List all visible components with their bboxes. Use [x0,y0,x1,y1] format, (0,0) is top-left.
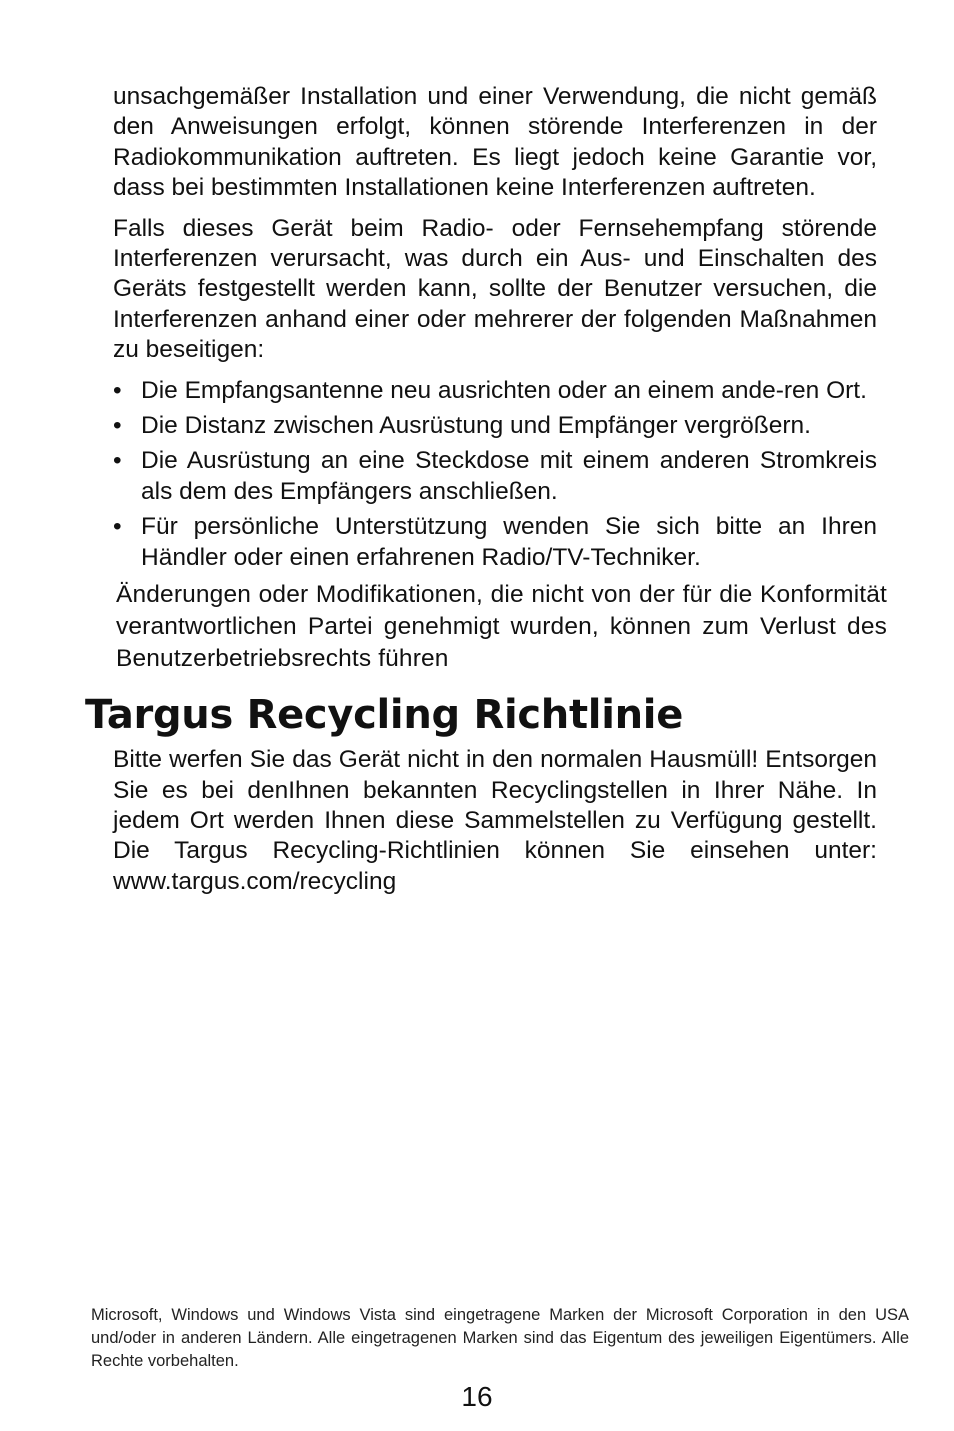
list-item [113,512,877,573]
list-item [113,376,877,406]
list-item-text: Die Empfangsantenne neu ausrichten oder an einem ande-ren Ort. [141,376,867,404]
page-content [85,82,887,907]
recycling-heading: Targus Recycling Richtlinie [85,692,684,739]
remedy-intro-paragraph: Falls dieses Gerät beim Radio- oder Fernsehempfang störende Interferenzen verursacht, was durch ein Aus- und Einschalten des Geräts festgestellt werden kann, sollte der Benutzer versuchen, die Interferenzen anhand einer oder mehrerer der folgenden Maßnahmen zu beseitigen: [113,214,877,364]
page-number: 16 [461,1381,493,1412]
list-item-text: Die Distanz zwischen Ausrüstung und Empfänger vergrößern. [141,412,811,440]
bullet-icon: • [113,447,122,475]
remedy-list [113,376,877,573]
bullet-icon: • [113,376,122,404]
list-item-text: Für persönliche Unterstützung wenden Sie sich bitte an Ihren Händler oder einen erfahrenen Radio/TV-Techniker. [141,513,877,571]
interference-paragraph: unsachgemäßer Installation und einer Verwendung, die nicht gemäß den Anweisungen erfolgt, können störende Interferenzen in der Radiokommunikation auftreten. Es liegt jedoch keine Garantie vor, dass bei bestimmten Installationen keine Interferenzen auftreten. [113,83,877,202]
bullet-icon: • [113,412,122,440]
list-item [113,411,877,441]
list-item [113,446,877,507]
list-item-text: Die Ausrüstung an eine Steckdose mit einem anderen Stromkreis als dem des Empfängers anschließen. [141,447,877,505]
recycling-paragraph: Bitte werfen Sie das Gerät nicht in den normalen Hausmüll! Entsorgen Sie es bei denIhnen bekannten Recyclingstellen in Ihrer Nähe. In jedem Ort werden Ihnen diese Sammelstellen zu Verfügung gestellt. Die Targus Recycling-Richtlinien können Sie einsehen unter: www.targus.com/recycling [113,746,877,895]
bullet-icon: • [113,513,122,541]
trademark-note: Microsoft, Windows und Windows Vista sind eingetragene Marken der Microsoft Corporation in den USA und/oder in anderen Ländern. Alle eingetragenen Marken sind das Eigentum des jeweiligen Eigentümers. Alle Rechte vorbehalten. [91,1306,909,1370]
modifications-note: Änderungen oder Modifikationen, die nicht von der für die Konformität verantwortlichen Partei genehmigt wurden, können zum Verlust des Benutzerbetriebsrechts führen [116,581,887,673]
